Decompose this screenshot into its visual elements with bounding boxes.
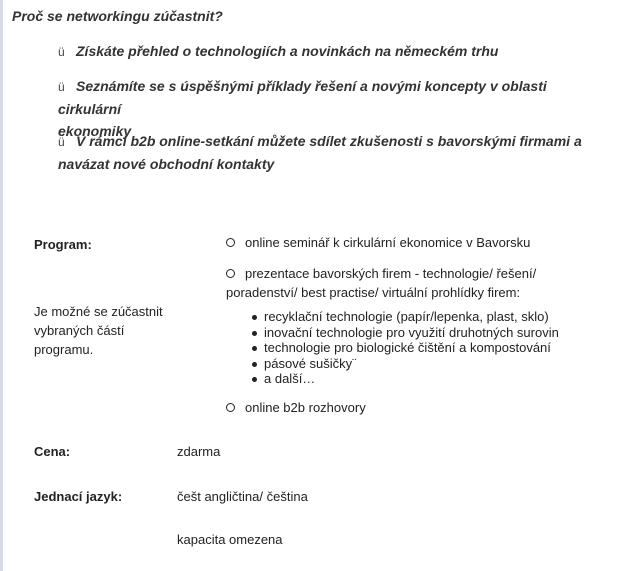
list-item: pásové sušičky¨ (246, 356, 559, 372)
program-item-3 (226, 398, 606, 417)
program-note: Je možné se zúčastnit vybraných částí programu. (34, 304, 163, 357)
checkmark-bullet-icon: ü (58, 45, 65, 59)
why-item-text-cont: navázat nové obchodní kontakty (58, 156, 275, 172)
why-item-text-cont: ekonomiky (58, 123, 132, 139)
program-item-text: online seminář k cirkulární ekonomice v Bavorsku (245, 235, 531, 250)
circle-bullet-icon (226, 403, 235, 412)
program-item-1 (226, 233, 606, 252)
program-item-2 (226, 264, 606, 302)
program-item-text: online b2b rozhovory (245, 400, 366, 415)
why-heading: Proč se networkingu zúčastnit? (12, 8, 223, 24)
program-subitems (246, 309, 559, 387)
why-item-text: V rámci b2b online-setkání můžete sdílet zkušenosti s bavorskými firmami a (76, 133, 582, 149)
program-item-text: prezentace bavorských firem - technologie/ řešení/ (245, 266, 537, 281)
program-item-text-cont: poradenství/ best practise/ virtuální prohlídky firem: (226, 285, 521, 300)
list-item: recyklační technologie (papír/lepenka, plast, sklo) (246, 309, 559, 325)
language-label: Jednací jazyk: (34, 489, 123, 504)
why-item-3 (58, 130, 598, 175)
list-item: a další… (246, 371, 559, 387)
left-border (0, 0, 3, 571)
price-value: zdarma (177, 444, 221, 459)
why-item-text: Seznámíte se s úspěšnými příklady řešení a novými koncepty v oblasti cirkulární (58, 78, 547, 117)
program-label: Program: (34, 237, 92, 252)
list-item: technologie pro biologické čištění a kompostování (246, 340, 559, 356)
capacity-note: kapacita omezena (177, 532, 283, 547)
price-label: Cena: (34, 444, 71, 459)
checkmark-bullet-icon: ü (58, 135, 65, 149)
language-value: češt angličtina/ čeština (177, 489, 308, 504)
checkmark-bullet-icon: ü (58, 80, 65, 94)
list-item: inovační technologie pro využití druhotných surovin (246, 325, 559, 341)
circle-bullet-icon (226, 238, 235, 247)
circle-bullet-icon (226, 269, 235, 278)
why-item-1 (58, 40, 598, 63)
why-item-text: Získáte přehled o technologiích a novinkách na německém trhu (76, 43, 499, 59)
